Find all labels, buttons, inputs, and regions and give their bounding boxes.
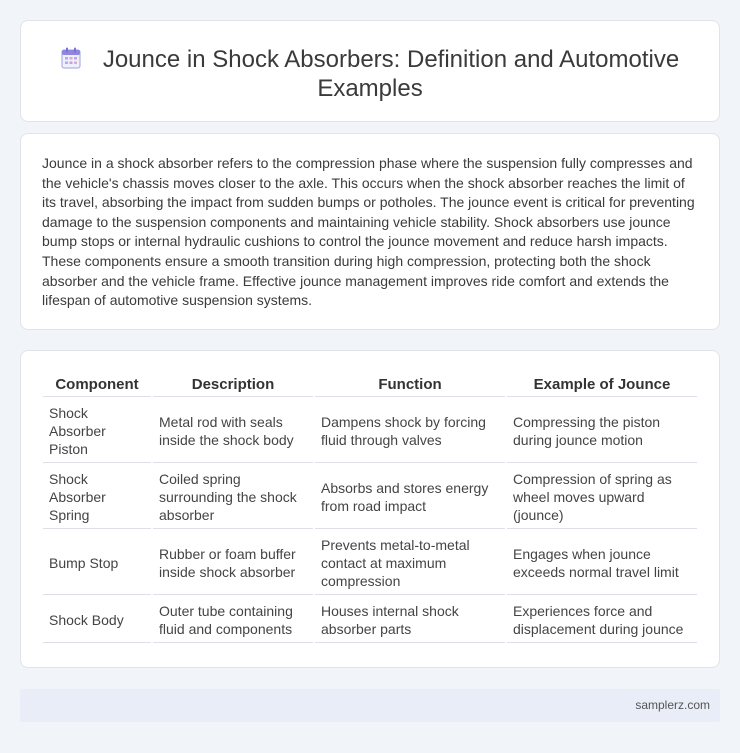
table-card: [20, 350, 720, 668]
cell-function: Dampens shock by forcing fluid through valves: [315, 399, 505, 463]
cell-function: Prevents metal-to-metal contact at maximum compression: [315, 531, 505, 595]
header-example: Example of Jounce: [507, 373, 697, 397]
cell-example: Compression of spring as wheel moves upward (jounce): [507, 465, 697, 529]
calendar-icon: [61, 47, 81, 69]
table-row: [43, 465, 697, 529]
cell-description: Rubber or foam buffer inside shock absorber: [153, 531, 313, 595]
cell-function: Absorbs and stores energy from road impact: [315, 465, 505, 529]
header-function: Function: [315, 373, 505, 397]
table-row: [43, 399, 697, 463]
cell-component: Shock Absorber Piston: [43, 399, 151, 463]
title-card: [20, 20, 720, 122]
footer-site-link[interactable]: samplerz.com: [635, 698, 710, 712]
page-title-wrap: [21, 45, 719, 103]
page-title: Jounce in Shock Absorbers: Definition and Automotive Examples: [102, 46, 680, 102]
cell-example: Compressing the piston during jounce motion: [507, 399, 697, 463]
header-component: Component: [43, 373, 151, 397]
description-card: [20, 133, 720, 330]
cell-function: Houses internal shock absorber parts: [315, 597, 505, 643]
cell-component: Shock Body: [43, 597, 151, 643]
header-description: Description: [153, 373, 313, 397]
description-text: Jounce in a shock absorber refers to the compression phase where the suspension fully compresses and the vehicle's chassis moves closer to the axle. This occurs when the shock absorber reaches the limit of its travel, absorbing the impact from sudden bumps or potholes. The jounce event is critical for preventing damage to the suspension components and maintaining vehicle stability. Shock absorbers use jounce bump stops or internal hydraulic cushions to control the jounce movement and reduce harsh impacts. These components ensure a smooth transition during high compression, protecting both the shock absorber and the vehicle frame. Effective jounce management improves ride comfort and extends the lifespan of automotive suspension systems.: [42, 155, 695, 309]
cell-description: Coiled spring surrounding the shock absorber: [153, 465, 313, 529]
cell-example: Experiences force and displacement during jounce: [507, 597, 697, 643]
cell-component: Shock Absorber Spring: [43, 465, 151, 529]
cell-description: Metal rod with seals inside the shock body: [153, 399, 313, 463]
table-row: [43, 597, 697, 643]
cell-example: Engages when jounce exceeds normal travel limit: [507, 531, 697, 595]
components-table: [41, 371, 699, 645]
footer: [20, 689, 720, 722]
table-row: [43, 531, 697, 595]
table-header-row: [43, 373, 697, 397]
cell-component: Bump Stop: [43, 531, 151, 595]
cell-description: Outer tube containing fluid and components: [153, 597, 313, 643]
